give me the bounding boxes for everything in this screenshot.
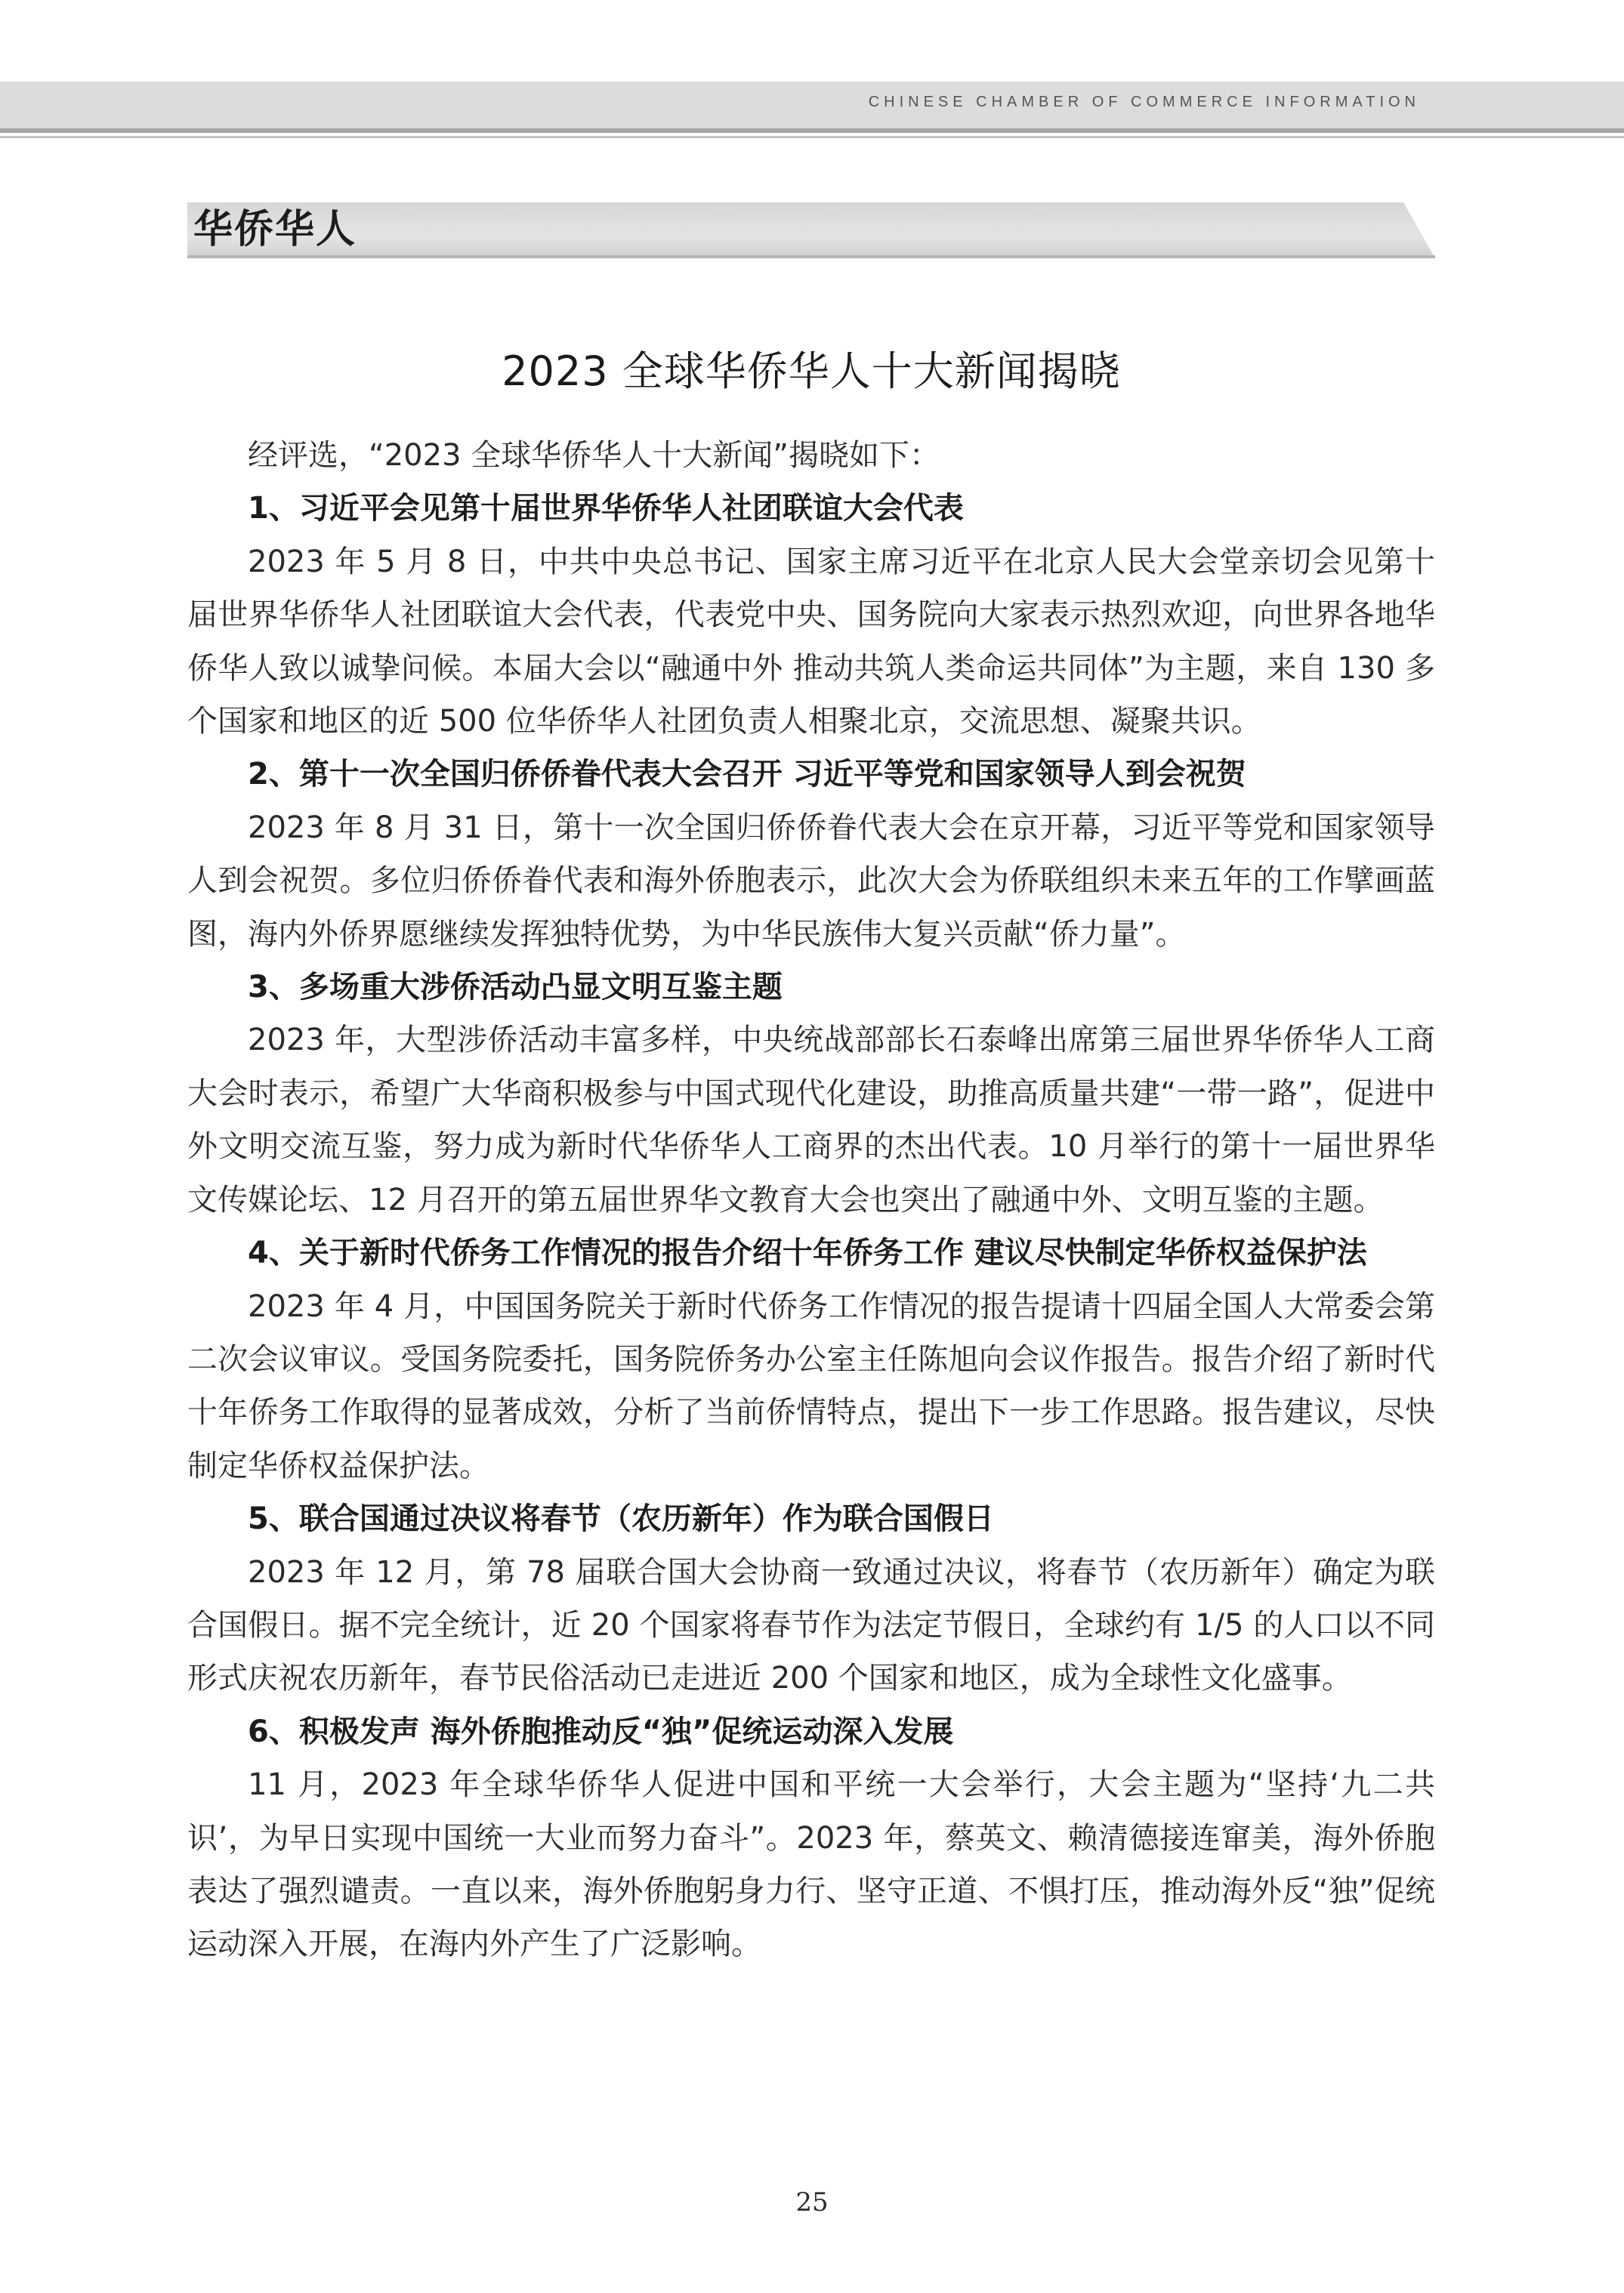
article-title: 2023 全球华侨华人十大新闻揭晓 (502, 347, 1121, 395)
news-item-body: 2023 年 5 月 8 日，中共中央总书记、国家主席习近平在北京人民大会堂亲切会见第十届世界华侨华人社团联谊大会代表，代表党中央、国务院向大家表示热烈欢迎，向世界各地华侨华人致以诚挚问候。本届大会以“融通中外 推动共筑人类命运共同体”为主题，来自 130 多个国家和地区的近 500 位华侨华人社团负责人相聚北京，交流思想、凝聚共识。 (187, 544, 1435, 739)
news-item-body: 2023 年，大型涉侨活动丰富多样，中央统战部部长石泰峰出席第三届世界华侨华人工商大会时表示，希望广大华商积极参与中国式现代化建设，助推高质量共建“一带一路”，促进中外文明交流互鉴，努力成为新时代华侨华人工商界的杰出代表。10 月举行的第十一届世界华文传媒论坛、12 月召开的第五届世界华文教育大会也突出了融通中外、文明互鉴的主题。 (187, 1023, 1435, 1217)
section-bar (187, 202, 1435, 258)
header-rule-thin (0, 136, 1624, 138)
header-rule (0, 128, 1624, 133)
news-item-body: 2023 年 4 月，中国国务院关于新时代侨务工作情况的报告提请十四届全国人大常委会第二次会议审议。受国务院委托，国务院侨务办公室主任陈旭向会议作报告。报告介绍了新时代十年侨务工作取得的显著成效，分析了当前侨情特点，提出下一步工作思路。报告建议，尽快制定华侨权益保护法。 (187, 1288, 1435, 1483)
article-intro: 经评选，“2023 全球华侨华人十大新闻”揭晓如下： (248, 438, 940, 473)
news-item-body: 2023 年 12 月，第 78 届联合国大会协商一致通过决议，将春节（农历新年）确定为联合国假日。据不完全统计，近 20 个国家将春节作为法定节假日，全球约有 1/5 的人口以不同形式庆祝农历新年，春节民俗活动已走进近 200 个国家和地区，成为全球性文化盛事。 (187, 1554, 1435, 1696)
news-item-heading: 2、第十一次全国归侨侨眷代表大会召开 习近平等党和国家领导人到会祝贺 (248, 757, 1246, 792)
section-title: 华侨华人 (193, 206, 357, 252)
news-item-heading: 6、积极发声 海外侨胞推动反“独”促统运动深入发展 (248, 1714, 954, 1749)
section-bar-rule (187, 255, 1435, 258)
news-item-heading: 5、联合国通过决议将春节（农历新年）作为联合国假日 (248, 1501, 994, 1537)
news-item-body: 11 月，2023 年全球华侨华人促进中国和平统一大会举行，大会主题为“坚持‘九二共识’，为早日实现中国统一大业而努力奋斗”。2023 年，蔡英文、赖清德接连窜美，海外侨胞表达了强烈谴责。一直以来，海外侨胞躬身力行、坚守正道、不惧打压，推动海外反“独”促统运动深入开展，在海内外产生了广泛影响。 (187, 1767, 1435, 1962)
article-body (187, 429, 1435, 1971)
news-item-heading: 4、关于新时代侨务工作情况的报告介绍十年侨务工作 建议尽快制定华侨权益保护法 (248, 1236, 1367, 1271)
news-item-heading: 1、习近平会见第十届世界华侨华人社团联谊大会代表 (248, 491, 964, 526)
news-item-heading: 3、多场重大涉侨活动凸显文明互鉴主题 (248, 970, 783, 1005)
page-number: 25 (795, 2187, 829, 2217)
running-header: CHINESE CHAMBER OF COMMERCE INFORMATION (868, 94, 1420, 110)
news-item-body: 2023 年 8 月 31 日，第十一次全国归侨侨眷代表大会在京开幕，习近平等党和国家领导人到会祝贺。多位归侨侨眷代表和海外侨胞表示，此次大会为侨联组织未来五年的工作擘画蓝图，海内外侨界愿继续发挥独特优势，为中华民族伟大复兴贡献“侨力量”。 (187, 810, 1435, 952)
